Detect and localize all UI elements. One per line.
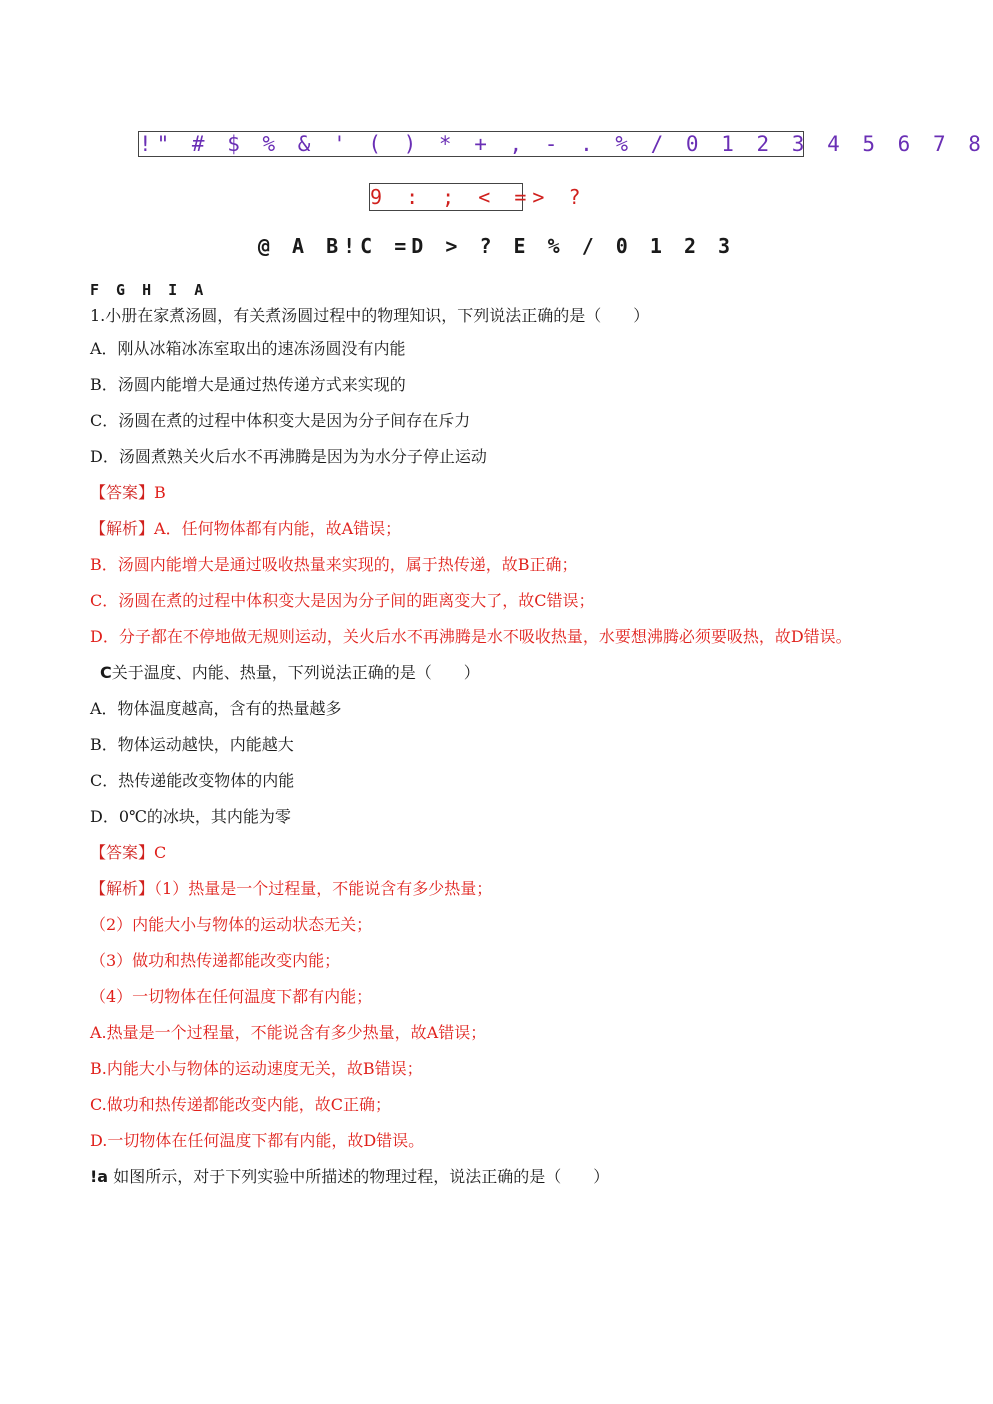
q2-answer-tag: 【答案】 [90,843,155,862]
q2-analysis-line-8: D.一切物体在任何温度下都有内能，故D错误。 [90,1131,425,1150]
q1-option-b: B．汤圆内能增大是通过热传递方式来实现的 [90,375,406,394]
q2-analysis-line-4: （4）一切物体在任何温度下都有内能； [90,987,373,1006]
q2-analysis-text-1: （1）热量是一个过程量，不能说含有多少热量； [154,879,493,898]
header-garbled-box: !" # $ % & ' ( ) * + , - . % / 0 1 2 3 4 5 6 7 8 [139,132,986,156]
subtitle-garbled-box: 9 : ; < => ? [370,185,587,209]
q1-option-d: D．汤圆煮熟关火后水不再沸腾是因为为水分子停止运动 [90,447,487,466]
q2-analysis-line-2: （2）内能大小与物体的运动状态无关； [90,915,373,934]
q2-analysis-tag: 【解析】 [90,879,155,898]
q2-option-a: A．物体温度越高，含有的热量越多 [90,699,342,718]
q1-analysis-line-1 [90,511,930,547]
q1-option-c: C．汤圆在煮的过程中体积变大是因为分子间存在斥力 [90,411,471,430]
q1-analysis-text-1: A．任何物体都有内能，故A错误； [154,519,402,538]
q1-answer-value: B [154,483,166,502]
q2-number: C [100,663,112,682]
q1-analysis-tag: 【解析】 [90,519,155,538]
q2-analysis-line-6: B.内能大小与物体的运动速度无关，故B错误； [90,1059,423,1078]
section-label: F G H I A [90,281,208,299]
q1-analysis-line-3: C．汤圆在煮的过程中体积变大是因为分子间的距离变大了，故C错误； [90,591,595,610]
q1-option-a: A．刚从冰箱冰冻室取出的速冻汤圆没有内能 [90,339,406,358]
q1-analysis-line-2: B．汤圆内能增大是通过吸收热量来实现的，属于热传递，故B正确； [90,555,578,574]
q2-analysis-line-7: C.做功和热传递都能改变内能，故C正确； [90,1095,392,1114]
q2-answer [90,835,930,871]
q3-number: !a [90,1167,109,1186]
q3-stem-line [90,1159,930,1195]
q2-stem-line [90,655,930,691]
q1-analysis-line-4: D．分子都在不停地做无规则运动，关火后水不再沸腾是水不吸收热量，水要想沸腾必须要吸热，故D错误。 [90,627,852,646]
q2-analysis-line-1 [90,871,930,907]
q2-answer-value: C [154,843,167,862]
q2-analysis-line-5: A.热量是一个过程量，不能说含有多少热量，故A错误； [90,1023,487,1042]
q2-option-d: D．0℃的冰块，其内能为零 [90,807,291,826]
q1-stem: 1.小册在家煮汤圆，有关煮汤圆过程中的物理知识，下列说法正确的是（ ） [90,306,650,325]
content-body [90,279,930,1195]
q1-answer [90,475,930,511]
q1-answer-tag: 【答案】 [90,483,155,502]
q3-stem: 如图所示，对于下列实验中所描述的物理过程，说法正确的是（ ） [113,1167,610,1186]
q2-analysis-line-3: （3）做功和热传递都能改变内能； [90,951,341,970]
q2-option-b: B．物体运动越快，内能越大 [90,735,294,754]
q2-stem: 关于温度、内能、热量，下列说法正确的是（ ） [111,663,480,682]
page-title: @ A B!C =D > ? E % / 0 1 2 3 [257,234,736,258]
q2-option-c: C．热传递能改变物体的内能 [90,771,295,790]
